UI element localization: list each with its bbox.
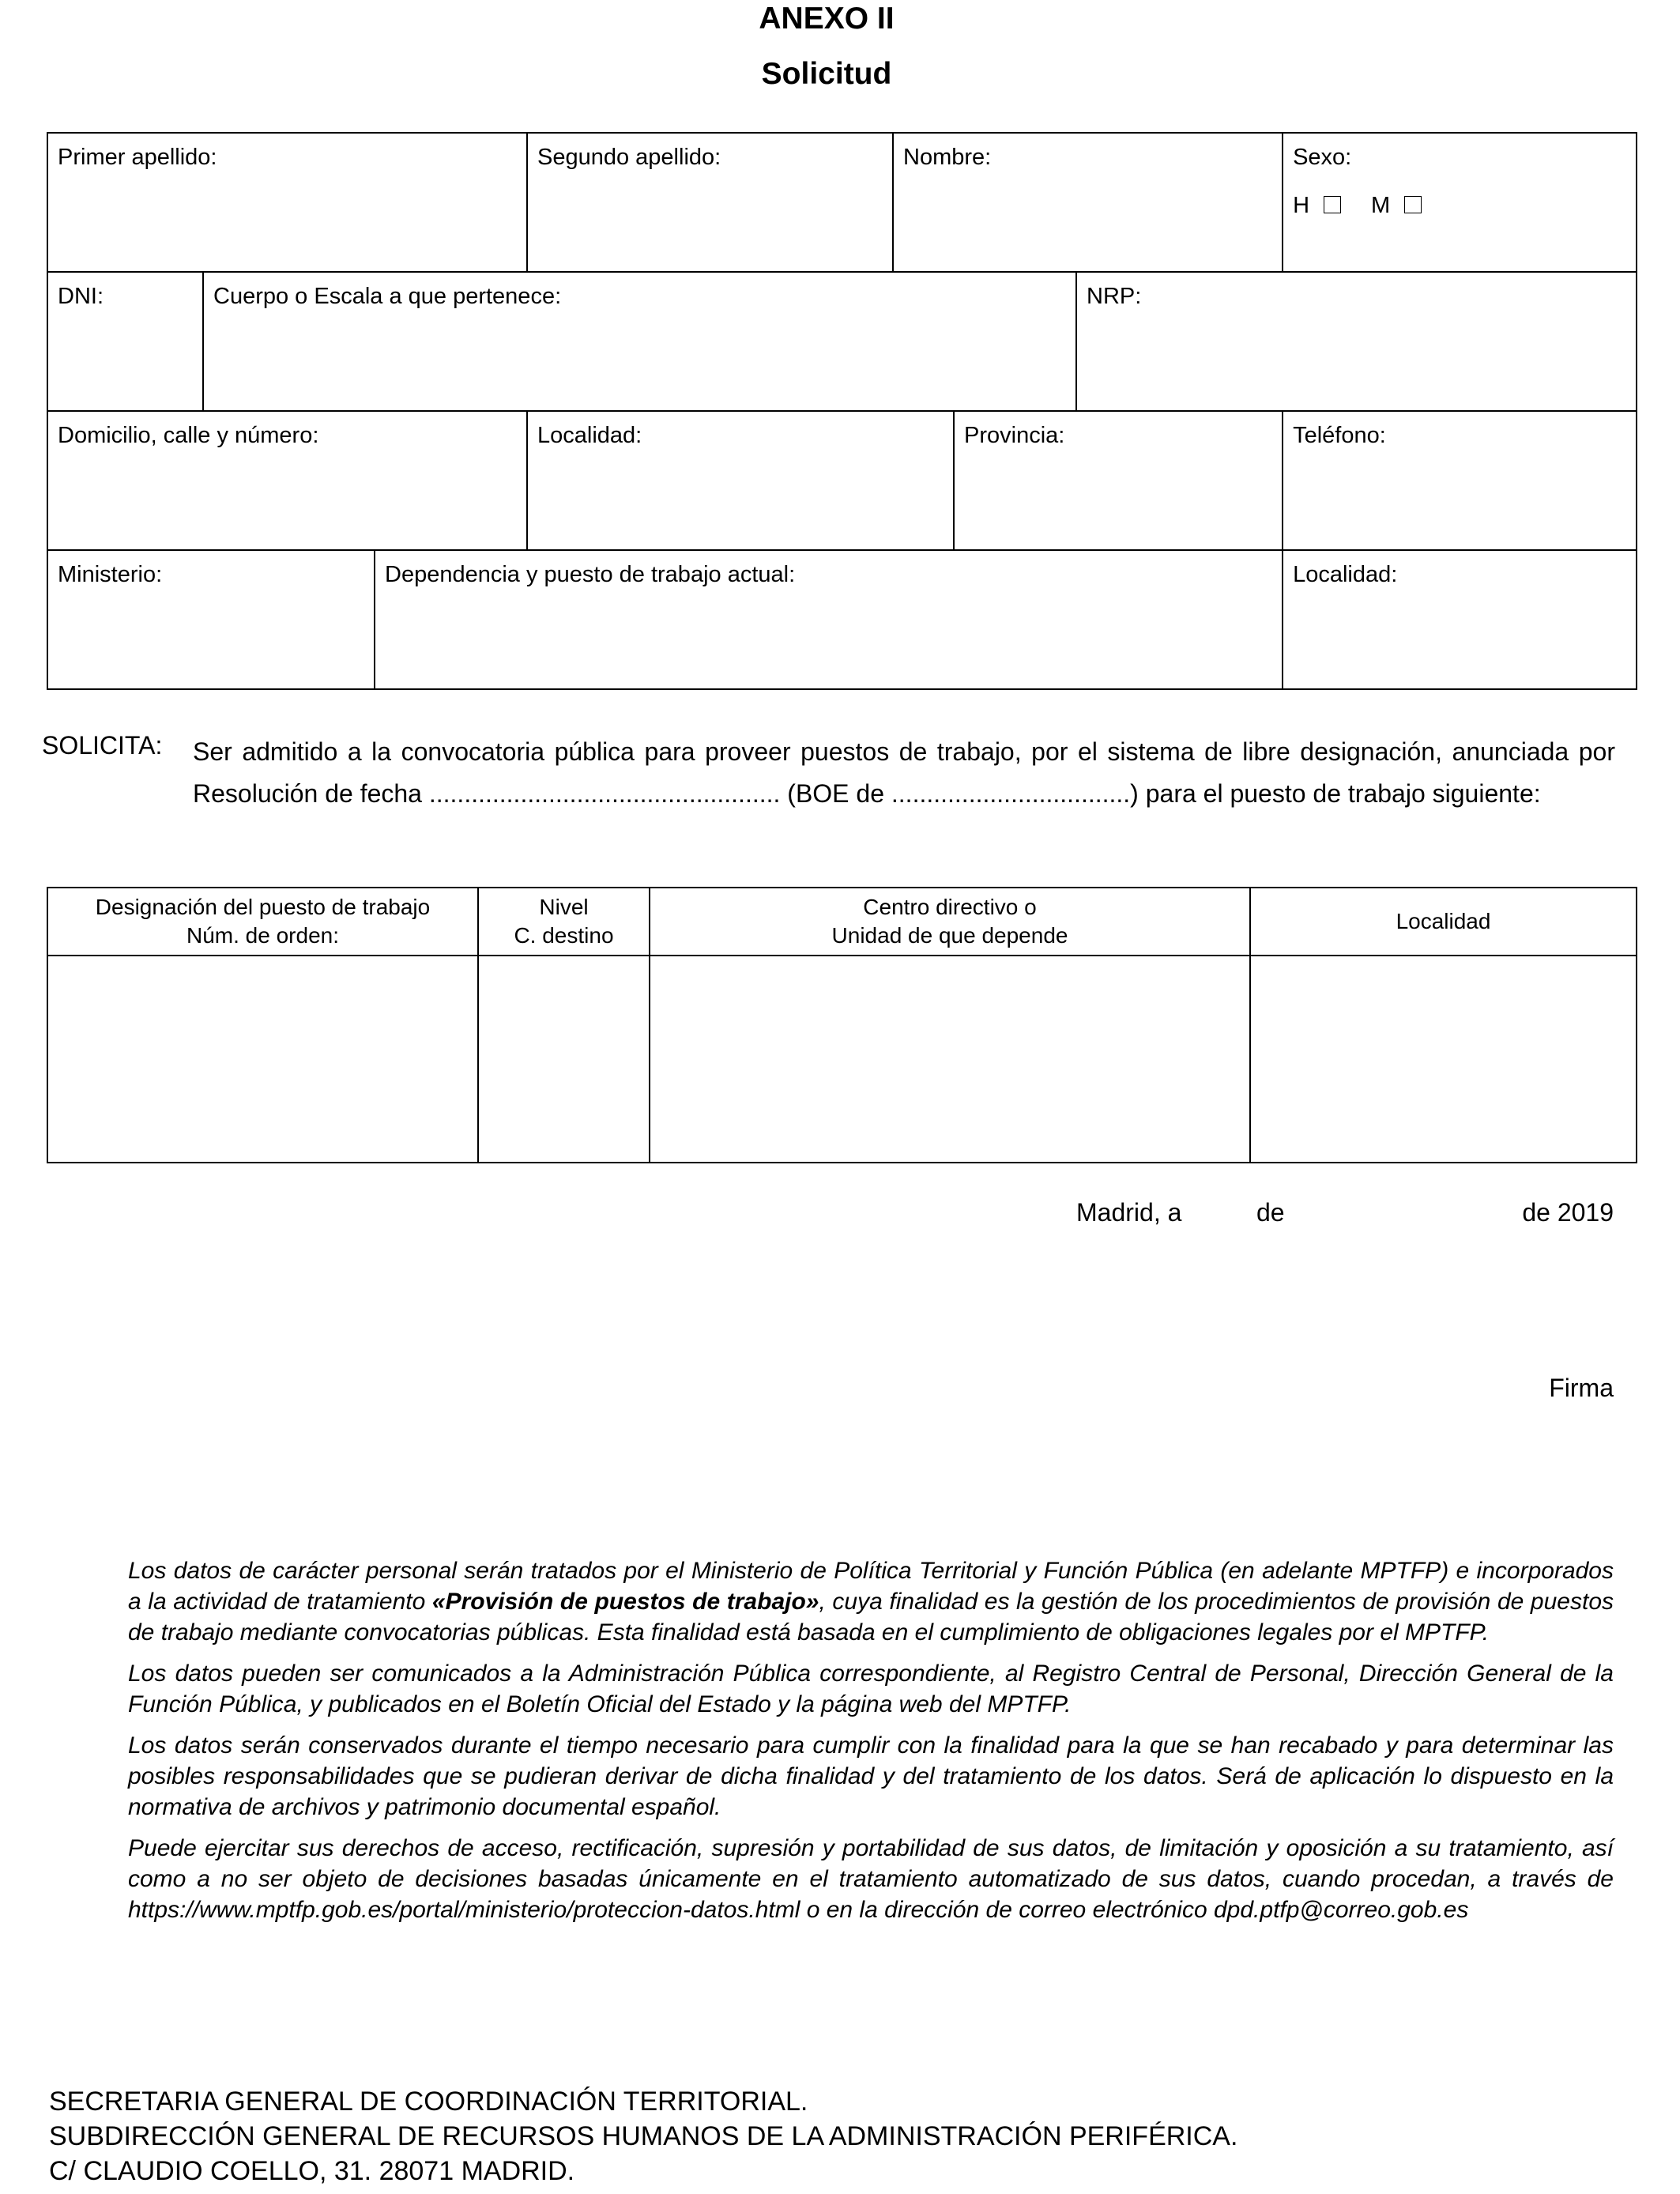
centro-header-line2: Unidad de que depende bbox=[831, 923, 1068, 948]
privacy-p1-end: , cuya finalidad es la gestión de los procedimientos de provisión de puestos de trabajo mediante convocatorias públicas. Esta finalidad está basada en el cumplimiento de obligaciones legales por el MPTFP. bbox=[128, 1589, 1614, 1646]
localidad-cell[interactable] bbox=[1250, 956, 1637, 1163]
privacy-paragraph-1 bbox=[128, 1555, 1614, 1648]
dni-label: DNI: bbox=[58, 284, 104, 309]
nrp-label: NRP: bbox=[1087, 284, 1142, 309]
sexo-h-checkbox[interactable] bbox=[1324, 196, 1341, 213]
localidad-label: Localidad: bbox=[537, 423, 642, 448]
localidad-field[interactable] bbox=[527, 411, 954, 550]
telefono-label: Teléfono: bbox=[1293, 423, 1386, 448]
privacy-paragraph-3: Los datos serán conservados durante el tiempo necesario para cumplir con la finalidad para la que se han recabado y para determinar las posibles responsabilidades que se pudieran derivar de dicha finalidad y del tratamiento de los datos. Será de aplicación lo dispuesto en la normativa de archivos y patrimonio documental español. bbox=[128, 1732, 1614, 1820]
nivel-header bbox=[478, 888, 650, 956]
solicita-label: SOLICITA: bbox=[42, 731, 163, 760]
document-subtitle: Solicitud bbox=[761, 57, 892, 91]
domicilio-label: Domicilio, calle y número: bbox=[58, 423, 319, 448]
designacion-cell[interactable] bbox=[47, 956, 478, 1163]
solicita-text: Ser admitido a la convocatoria pública para proveer puestos de trabajo, por el sistema de libre designación, anunciada por Resolución de fecha .................................................. (BOE de ..................................) para el puesto de trabajo siguiente: bbox=[193, 737, 1615, 808]
privacy-paragraph-4: Puede ejercitar sus derechos de acceso, rectificación, supresión y portabilidad de sus datos, de limitación y oposición a su tratamiento, así como a no ser objeto de decisiones basadas únicamente en el tratamiento automatizado de sus datos, cuando procedan, a través de https://www.mptfp.gob.es/portal/ministerio/proteccion-datos.html o en la dirección de correo electrónico dpd.ptfp@correo.gob.es bbox=[128, 1835, 1614, 1923]
designacion-header bbox=[47, 888, 478, 956]
localidad-actual-label: Localidad: bbox=[1293, 562, 1398, 587]
cuerpo-field[interactable] bbox=[203, 272, 1076, 411]
nombre-label: Nombre: bbox=[903, 145, 992, 170]
ministerio-label: Ministerio: bbox=[58, 562, 163, 587]
footer-line-2: SUBDIRECCIÓN GENERAL DE RECURSOS HUMANOS DE LA ADMINISTRACIÓN PERIFÉRICA. bbox=[49, 2121, 1238, 2151]
designacion-header-line1: Designación del puesto de trabajo bbox=[95, 895, 431, 919]
ministerio-field[interactable] bbox=[47, 550, 375, 689]
localidad-header bbox=[1250, 888, 1637, 956]
segundo-apellido-field[interactable] bbox=[527, 133, 893, 272]
privacy-p1-start: Los datos de carácter personal serán tratados por el Ministerio de Política Territorial y Función Pública (en adelante MPTFP) e incorporados a la actividad de tratamiento bbox=[128, 1558, 1614, 1615]
nrp-field[interactable] bbox=[1076, 272, 1637, 411]
provincia-field[interactable] bbox=[954, 411, 1283, 550]
sexo-m-checkbox[interactable] bbox=[1404, 196, 1422, 213]
privacy-p1-activity: «Provisión de puestos de trabajo» bbox=[431, 1589, 819, 1615]
date-line bbox=[1076, 1198, 1614, 1233]
nivel-header-line1: Nivel bbox=[539, 895, 589, 919]
sexo-h-label: H bbox=[1293, 193, 1310, 218]
sexo-field bbox=[1283, 133, 1637, 272]
puesto-table bbox=[47, 887, 1637, 1163]
designacion-header-line2: Núm. de orden: bbox=[186, 923, 339, 948]
primer-apellido-label: Primer apellido: bbox=[58, 145, 217, 170]
footer-line-3: C/ CLAUDIO COELLO, 31. 28071 MADRID. bbox=[49, 2156, 575, 2186]
footer-address bbox=[49, 2084, 1237, 2188]
telefono-field[interactable] bbox=[1283, 411, 1637, 550]
centro-cell[interactable] bbox=[650, 956, 1250, 1163]
date-madrid: Madrid, a bbox=[1076, 1198, 1182, 1227]
cuerpo-label: Cuerpo o Escala a que pertenece: bbox=[213, 284, 562, 309]
sexo-m-label: M bbox=[1371, 193, 1391, 218]
provincia-label: Provincia: bbox=[964, 423, 1065, 448]
nivel-cell[interactable] bbox=[478, 956, 650, 1163]
footer-line-1: SECRETARIA GENERAL DE COORDINACIÓN TERRITORIAL. bbox=[49, 2087, 808, 2117]
centro-header bbox=[650, 888, 1250, 956]
date-year: de 2019 bbox=[1522, 1198, 1614, 1227]
primer-apellido-field[interactable] bbox=[47, 133, 527, 272]
dependencia-field[interactable] bbox=[375, 550, 1283, 689]
segundo-apellido-label: Segundo apellido: bbox=[537, 145, 721, 170]
signature-label: Firma bbox=[1549, 1374, 1614, 1402]
dni-field[interactable] bbox=[47, 272, 203, 411]
document-title: ANEXO II bbox=[759, 2, 895, 36]
sexo-label: Sexo: bbox=[1293, 145, 1352, 170]
nivel-header-line2: C. destino bbox=[514, 923, 614, 948]
date-de-month: de bbox=[1256, 1198, 1285, 1227]
dependencia-label: Dependencia y puesto de trabajo actual: bbox=[385, 562, 796, 587]
domicilio-field[interactable] bbox=[47, 411, 527, 550]
personal-data-form bbox=[47, 132, 1637, 690]
nombre-field[interactable] bbox=[893, 133, 1283, 272]
localidad-actual-field[interactable] bbox=[1283, 550, 1637, 689]
privacy-notice bbox=[128, 1555, 1614, 1936]
localidad-header-text: Localidad bbox=[1396, 909, 1491, 933]
privacy-paragraph-2: Los datos pueden ser comunicados a la Administración Pública correspondiente, al Registro Central de Personal, Dirección General de la Función Pública, y publicados en el Boletín Oficial del Estado y la página web del MPTFP. bbox=[128, 1661, 1614, 1717]
centro-header-line1: Centro directivo o bbox=[863, 895, 1037, 919]
